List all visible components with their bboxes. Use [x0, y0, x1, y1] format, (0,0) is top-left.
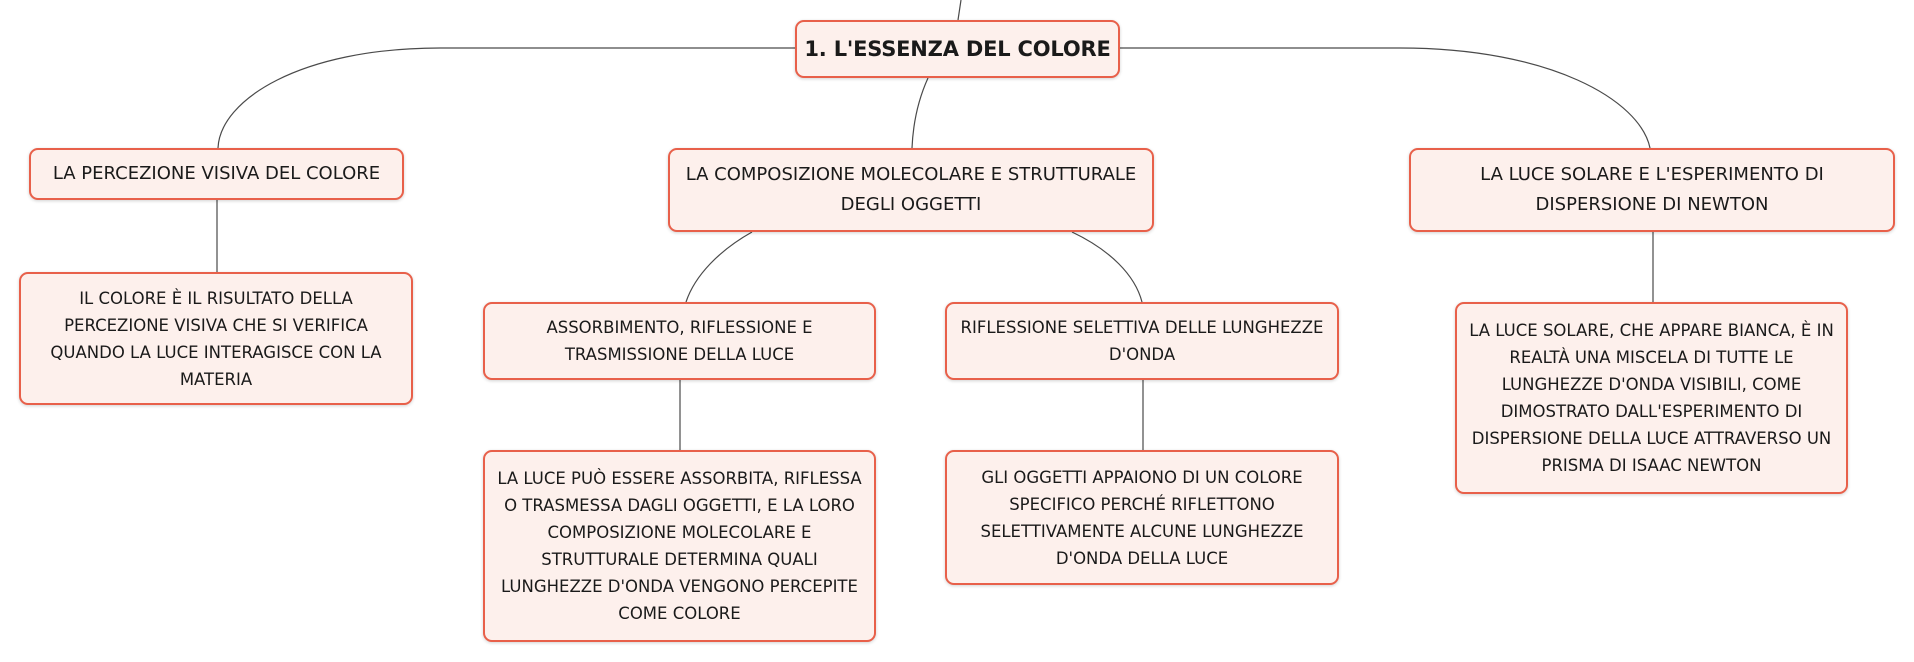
topic-composizione-molecolare[interactable]: [668, 148, 1154, 232]
connector-root-to-composizione: [912, 78, 928, 148]
topic-composizione-molecolare-label: LA COMPOSIZIONE MOLECOLARE E STRUTTURALE DEGLI OGGETTI: [685, 164, 1137, 215]
subtopic-riflessione-selettiva-label: RIFLESSIONE SELETTIVA DELLE LUNGHEZZE D'ONDA: [960, 318, 1324, 364]
detail-luce-solare-newton-text: LA LUCE SOLARE, CHE APPARE BIANCA, È IN REALTÀ UNA MISCELA DI TUTTE LE LUNGHEZZE D'ONDA VISIBILI, COME DIMOSTRATO DALL'ESPERIMENTO DI DISPERSIONE DELLA LUCE ATTRAVERSO UN PRISMA DI ISAAC NEWTON: [1469, 321, 1834, 475]
detail-riflessione-selettiva-text: GLI OGGETTI APPAIONO DI UN COLORE SPECIFICO PERCHÉ RIFLETTONO SELETTIVAMENTE ALCUNE LUNGHEZZE D'ONDA DELLA LUCE: [980, 467, 1304, 568]
root-node[interactable]: [795, 20, 1120, 78]
connector-composizione-to-riflessione: [1072, 232, 1142, 302]
topic-percezione-visiva[interactable]: [29, 148, 404, 200]
topic-luce-solare-newton-label: LA LUCE SOLARE E L'ESPERIMENTO DI DISPERSIONE DI NEWTON: [1480, 164, 1824, 215]
topic-luce-solare-newton[interactable]: [1409, 148, 1895, 232]
root-title: 1. L'ESSENZA DEL COLORE: [804, 37, 1111, 61]
detail-riflessione-selettiva[interactable]: [945, 450, 1339, 585]
connector-root-to-luce-solare: [1120, 48, 1650, 148]
detail-percezione-visiva[interactable]: [19, 272, 413, 405]
detail-assorbimento-riflessione-text: LA LUCE PUÒ ESSERE ASSORBITA, RIFLESSA O TRASMESSA DAGLI OGGETTI, E LA LORO COMPOSIZIONE MOLECOLARE E STRUTTURALE DETERMINA QUALI LUNGHEZZE D'ONDA VENGONO PERCEPITE COME COLORE: [497, 469, 862, 623]
detail-luce-solare-newton[interactable]: [1455, 302, 1848, 494]
topic-percezione-visiva-label: LA PERCEZIONE VISIVA DEL COLORE: [52, 163, 381, 184]
connector-root-parent: [958, 0, 961, 20]
subtopic-assorbimento-riflessione-label: ASSORBIMENTO, RIFLESSIONE E TRASMISSIONE DELLA LUCE: [546, 318, 813, 364]
subtopic-assorbimento-riflessione[interactable]: [483, 302, 876, 380]
connector-composizione-to-assorbimento: [686, 232, 752, 302]
subtopic-riflessione-selettiva[interactable]: [945, 302, 1339, 380]
detail-percezione-visiva-text: IL COLORE È IL RISULTATO DELLA PERCEZIONE VISIVA CHE SI VERIFICA QUANDO LA LUCE INTERAGISCE CON LA MATERIA: [50, 288, 382, 389]
connector-root-to-percezione: [218, 48, 795, 148]
detail-assorbimento-riflessione[interactable]: [483, 450, 876, 642]
